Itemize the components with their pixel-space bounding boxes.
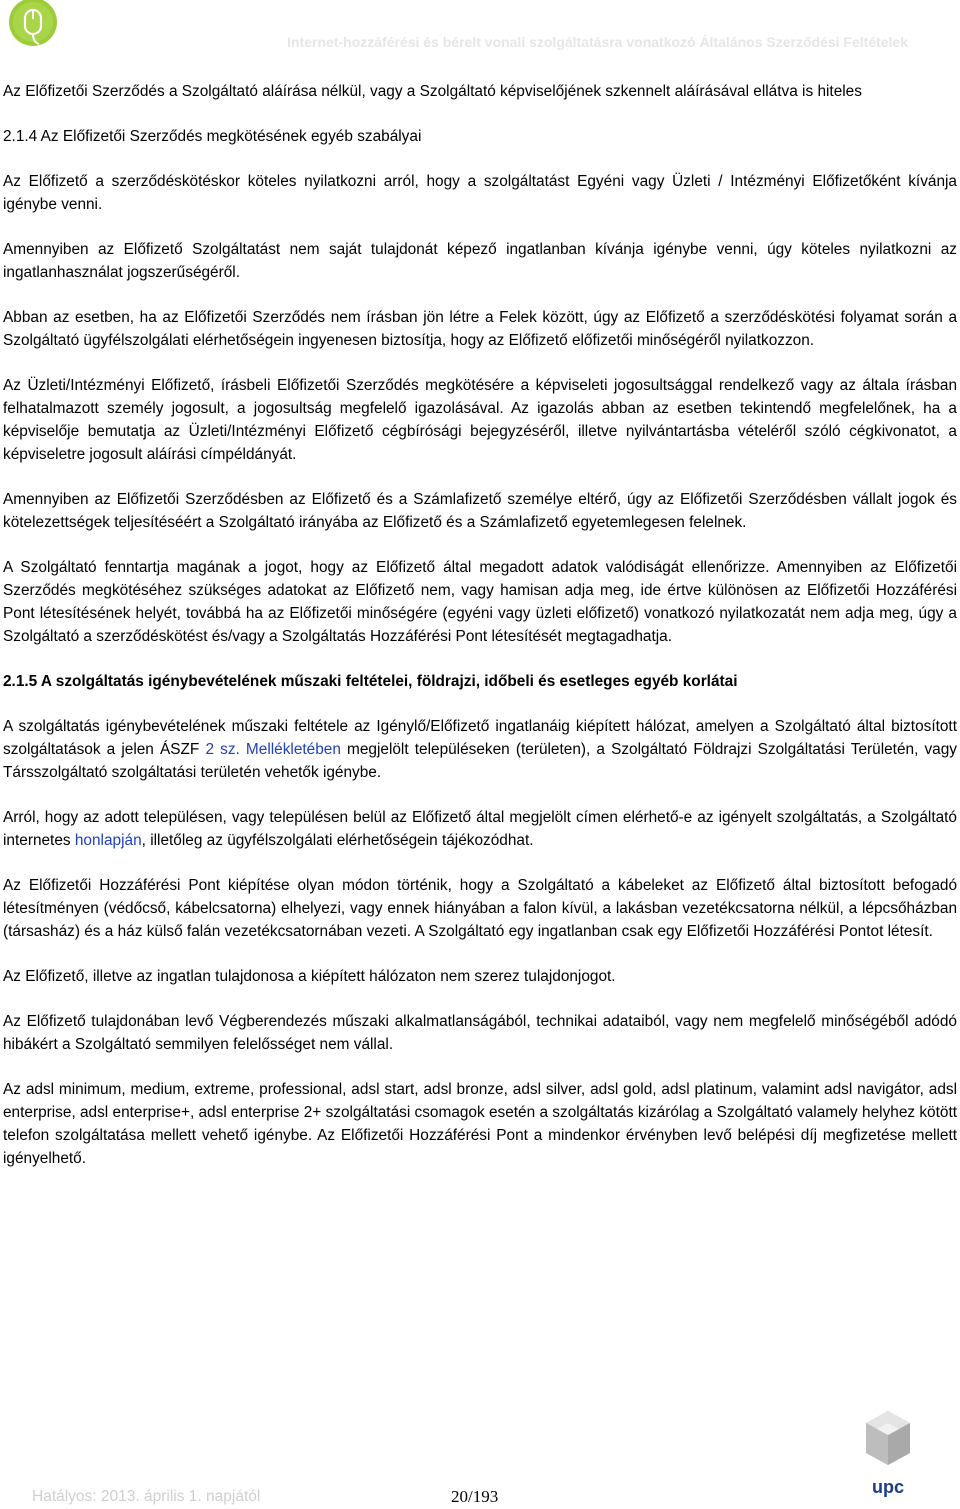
honlap-link[interactable]: honlapján [74,832,142,849]
paragraph-text: Arról, hogy az adott településen, vagy településen belül az Előfizető által megjelölt címen elérhető-e az igényelt szolgáltatás, a Szolgáltató internetes [3,809,957,849]
paragraph: Az Előfizető a szerződéskötéskor köteles nyilatkozni arról, hogy a szolgáltatást Egyéni vagy Üzleti / Intézményi Előfizetőként kívánja igénybe venni. [3,173,957,213]
paragraph [3,715,957,784]
paragraph: Az adsl minimum, medium, extreme, professional, adsl start, adsl bronze, adsl silver, adsl gold, adsl platinum, valamint adsl navigátor, adsl enterprise, adsl enterprise+, adsl enterprise 2+ szolgáltatási csomagok esetén a szolgáltatás kizárólag a Szolgáltató valamely helyhez kötött telefon szolgáltatása mellett vehető igénybe. Az Előfizetői Hozzáférési Pont a mindenkor érvényben levő belépési díj megfizetése mellett igényelhető. [3,1081,957,1167]
paragraph [3,806,957,852]
mellekletek-link[interactable]: 2 sz. Mellékletében [205,741,341,758]
paragraph: Az Előfizetői Szerződés a Szolgáltató aláírása nélkül, vagy a Szolgáltató képviselőjének szkennelt aláírásával ellátva is hiteles [3,83,862,100]
paragraph-text: megjelölt településeken (területen), a Szolgáltató Földrajzi Szolgáltatási Területén, vagy Társszolgáltató szolgáltatási területén vehetők igénybe. [3,741,957,781]
page-number: 20/193 [451,1487,499,1506]
effective-date: Hatályos: 2013. április 1. napjától [32,1488,261,1505]
paragraph: Amennyiben az Előfizető Szolgáltatást nem saját tulajdonát képező ingatlanban kívánja igénybe venni, úgy köteles nyilatkozni az ingatlanhasználat jogszerűségéről. [3,241,957,281]
paragraph: Az Üzleti/Intézményi Előfizető, írásbeli Előfizetői Szerződés megkötésére a képviseleti jogosultsággal rendelkező vagy az általa írásban felhatalmazott személy jogosult, a jogosultság megfelelő igazolásával. Az igazolás abban az esetben tekintendő megfelelőnek, ha a képviselője bemutatja az Üzleti/Intézményi Előfizető cégbírósági bejegyzéséről, illetve nyilvántartásba vételéről szóló cégkivonatot, a képviseletre jogosult aláírási címpéldányát. [3,377,957,463]
paragraph: A Szolgáltató fenntartja magának a jogot, hogy az Előfizető által megadott adatok valódiságát ellenőrizze. Amennyiben az Előfizetői Szerződés megkötéséhez szükséges adatokat az Előfizető nem, vagy hamisan adja meg, ide értve különösen az Előfizetői Hozzáférési Pont létesítésének helyét, továbbá ha az Előfizetői minőségére (egyéni vagy üzleti előfizető) vonatkozó nyilatkozatát nem adja meg, úgy a Szolgáltató a szerződéskötést és/vagy a Szolgáltatás Hozzáférési Pont létesítését megtagadhatja. [3,559,957,645]
upc-brand-logo-icon [848,1405,928,1500]
document-body [3,80,957,1192]
paragraph: Az Előfizető, illetve az ingatlan tulajdonosa a kiépített hálózaton nem szerez tulajdonjogot. [3,968,616,985]
section-heading-2-1-5: 2.1.5 A szolgáltatás igénybevételének műszaki feltételei, földrajzi, időbeli és esetleges egyéb korlátai [3,673,738,690]
header-title: Internet-hozzáférési és bérelt vonali szolgáltatásra vonatkozó Általános Szerződési Feltételek [287,34,908,50]
paragraph-text: A szolgáltatás igénybevételének műszaki feltétele az Igénylő/Előfizető ingatlanáig kiépített hálózat, amelyen a Szolgáltató által biztosított szolgáltatások a jelen ÁSZF [3,718,957,758]
paragraph: Az Előfizetői Hozzáférési Pont kiépítése olyan módon történik, hogy a Szolgáltató a kábeleket az Előfizető által biztosított befogadó létesítményen (védőcső, kábelcsatorna) elhelyezi, vagy ennek hiányában a falon kívül, a lakásban vezetékcsatorna nélkül, a lépcsőházban (társasház) és a ház külső falán vezetékcsatornában vezeti. A Szolgáltató egy ingatlanban csak egy Előfizetői Hozzáférési Pontot létesít. [3,877,957,940]
paragraph: Abban az esetben, ha az Előfizetői Szerződés nem írásban jön létre a Felek között, úgy az Előfizető a szerződéskötési folyamat során a Szolgáltató ügyfélszolgálati elérhetőségein ingyenesen biztosítja, hogy az Előfizető előfizetői minőségéről nyilatkozzon. [3,309,957,349]
paragraph: Amennyiben az Előfizetői Szerződésben az Előfizető és a Számlafizető személye eltérő, úgy az Előfizetői Szerződésben vállalt jogok és kötelezettségek teljesítéséért a Szolgáltató irányába az Előfizető és a Számlafizető egyetemlegesen felelnek. [3,491,957,531]
paragraph-text: , illetőleg az ügyfélszolgálati elérhetőségein tájékozódhat. [141,832,534,849]
upc-brand-text: upc [871,1477,905,1497]
upc-mouse-logo-icon [8,0,58,52]
paragraph: Az Előfizető tulajdonában levő Végberendezés műszaki alkalmatlanságából, technikai adataiból, vagy nem megfelelő minőségéből adódó hibákért a Szolgáltató semmilyen felelősséget nem vállal. [3,1013,957,1053]
section-heading-2-1-4: 2.1.4 Az Előfizetői Szerződés megkötésének egyéb szabályai [3,128,422,145]
